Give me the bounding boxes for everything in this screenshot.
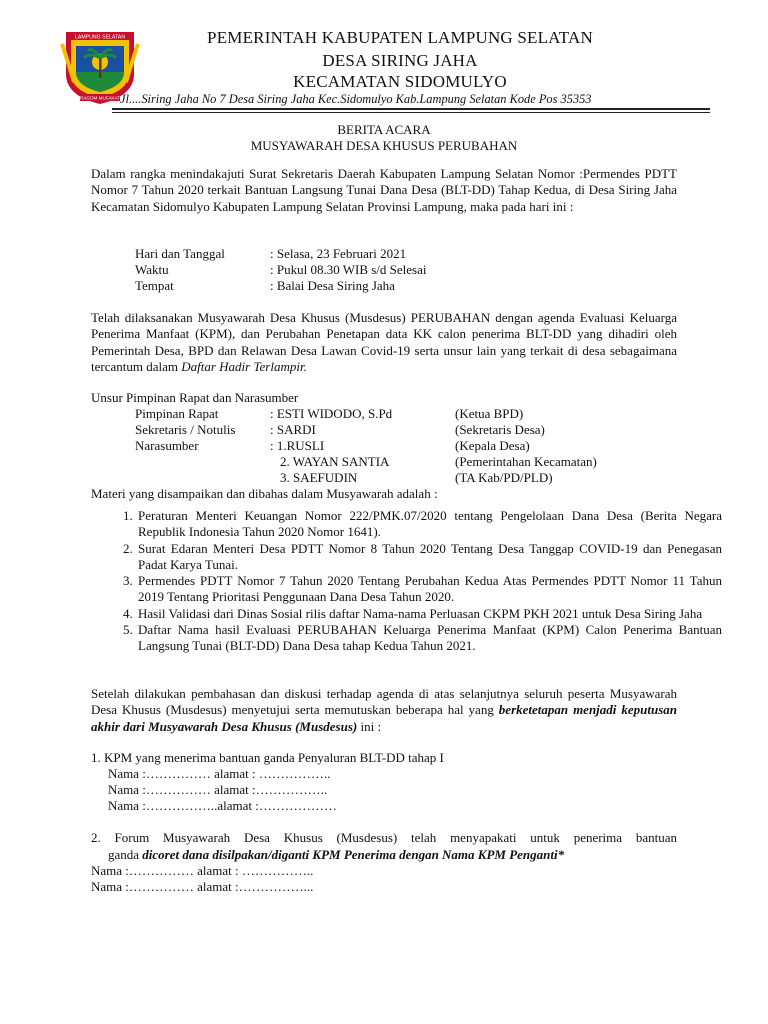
- meeting-paragraph: [91, 310, 677, 376]
- list-item: 1. Peraturan Menteri Keuangan Nomor 222/PMK.07/2020 tentang Pengelolaan Dana Desa (Berita Negara Republik Indonesia Tahun 2020 Nomor 1641).: [136, 508, 722, 541]
- decision-2-entry: Nama :…………… alamat :……………...: [91, 879, 314, 894]
- letterhead-government: PEMERINTAH KABUPATEN LAMPUNG SELATAN: [207, 28, 593, 47]
- conclusion-paragraph: [91, 686, 677, 735]
- decision-1-entry: Nama :…………… alamat :……………..: [108, 782, 328, 797]
- schedule-label-date: Hari dan Tanggal: [135, 246, 225, 261]
- list-item: 3. Permendes PDTT Nomor 7 Tahun 2020 Tentang Perubahan Kedua Atas Permendes PDTT Nomor 11 Tahun 2019 Tentang Prioritasi Penggunaan Dana Desa Tahun 2020.: [136, 573, 722, 606]
- decision-1-entry: Nama :……………..alamat :………………: [108, 798, 337, 813]
- leader-name-secretary: : SARDI: [270, 422, 316, 437]
- materials-list: [91, 508, 722, 655]
- leader-label-chair: Pimpinan Rapat: [135, 406, 219, 421]
- letterhead-address: Jl....Siring Jaha No 7 Desa Siring Jaha Kec.Sidomulyo Kab.Lampung Selatan Kode Pos 35353: [120, 92, 592, 106]
- materials-heading: Materi yang disampaikan dan dibahas dalam Musyawarah adalah :: [91, 486, 438, 501]
- conclusion-text: Setelah dilakukan pembahasan dan diskusi terhadap agenda di atas selanjutnya seluruh peserta Musyawarah Desa Khusus (Musdesus) menyetujui serta memutuskan beberapa hal yang: [91, 686, 677, 718]
- schedule-value-place: : Balai Desa Siring Jaha: [270, 278, 395, 293]
- leader-name-chair: : ESTI WIDODO, S.Pd: [270, 406, 393, 421]
- logo-bottom-text: RAGOM MUFAKAT: [80, 95, 120, 101]
- decision-2-prefix: ganda: [108, 847, 143, 862]
- leader-name-speaker-1: : 1.RUSLI: [270, 438, 325, 453]
- leader-label-speakers: Narasumber: [135, 438, 199, 453]
- decision-2-line2: [108, 847, 564, 863]
- letterhead-district: KECAMATAN SIDOMULYO: [293, 72, 507, 91]
- list-item: 2. Surat Edaran Menteri Desa PDTT Nomor 8 Tahun 2020 Tentang Desa Tanggap COVID-19 dan Penegasan Padat Karya Tunai.: [136, 541, 722, 574]
- schedule-value-date: : Selasa, 23 Februari 2021: [270, 246, 407, 261]
- leader-role-speaker-3: (TA Kab/PD/PLD): [455, 470, 553, 485]
- leader-role-secretary: (Sekretaris Desa): [455, 422, 545, 437]
- list-item: 5. Daftar Nama hasil Evaluasi PERUBAHAN Keluarga Penerima Manfaat (KPM) Calon Penerima Bantuan Langsung Tunai (BLT-DD) Dana Desa tahap Kedua Tahun 2021.: [136, 622, 722, 655]
- logo-top-text: LAMPUNG SELATAN: [75, 34, 125, 41]
- conclusion-tail: ini :: [357, 718, 382, 734]
- conclusion-decision-emphasis: berketetapan menjadi keputusan akhir dari Musyawarah Desa Khusus (Musdesus): [91, 702, 677, 734]
- decision-1-heading: 1. KPM yang menerima bantuan ganda Penyaluran BLT-DD tahap I: [91, 750, 444, 765]
- leader-name-speaker-2: 2. WAYAN SANTIA: [280, 454, 390, 469]
- decision-2-entry: Nama :…………… alamat : ……………..: [91, 863, 314, 878]
- letterhead-divider-thin: [112, 112, 710, 113]
- leader-role-speaker-2: (Pemerintahan Kecamatan): [455, 454, 597, 469]
- intro-paragraph: Dalam rangka menindakajuti Surat Sekretaris Daerah Kabupaten Lampung Selatan Nomor :Permendes PDTT Nomor 7 Tahun 2020 terkait Bantuan Langsung Tunai Dana Desa (BLT-DD) Tahap Kedua, di Desa Siring Jaha Kecamatan Sidomulyo Kabupaten Lampung Selatan Provinsi Lampung, maka pada hari ini :: [91, 166, 677, 214]
- decision-2-emphasis: dicoret dana disilpakan/diganti KPM Penerima dengan Nama KPM Penganti*: [142, 847, 565, 862]
- schedule-value-time: : Pukul 08.30 WIB s/d Selesai: [270, 262, 427, 277]
- document-title: BERITA ACARA: [337, 122, 431, 137]
- letterhead-village: DESA SIRING JAHA: [322, 51, 478, 70]
- attendance-reference: Daftar Hadir Terlampir.: [181, 359, 307, 375]
- leader-name-speaker-3: 3. SAEFUDIN: [280, 470, 358, 485]
- leaders-heading: Unsur Pimpinan Rapat dan Narasumber: [91, 390, 299, 405]
- decision-2-heading: 2. Forum Musyawarah Desa Khusus (Musdesus) telah menyapakati untuk penerima bantuan: [91, 830, 677, 845]
- decision-1-entry: Nama :…………… alamat : ……………..: [108, 766, 331, 781]
- leader-role-speaker-1: (Kepala Desa): [455, 438, 530, 453]
- schedule-label-time: Waktu: [135, 262, 169, 277]
- list-item: 4. Hasil Validasi dari Dinas Sosial rilis daftar Nama-nama Perluasan CKPM PKH 2021 untuk Desa Siring Jaha: [136, 606, 722, 622]
- meeting-paragraph-text: Telah dilaksanakan Musyawarah Desa Khusus (Musdesus) PERUBAHAN dengan agenda Evaluasi Keluarga Penerima Manfaat (KPM), dan Perubahan Penetapan data KK calon penerima BLT-DD yang dihadiri oleh Pemerintah Desa, BPD dan Relawan Desa Lawan Covid-19 serta unsur lain yang terkait di desa sebagaimana tercantum dalam: [91, 310, 677, 375]
- leader-role-chair: (Ketua BPD): [455, 406, 524, 421]
- schedule-label-place: Tempat: [135, 278, 174, 293]
- leader-label-secretary: Sekretaris / Notulis: [135, 422, 236, 437]
- letterhead-divider-thick: [112, 108, 710, 110]
- document-subtitle: MUSYAWARAH DESA KHUSUS PERUBAHAN: [250, 138, 518, 153]
